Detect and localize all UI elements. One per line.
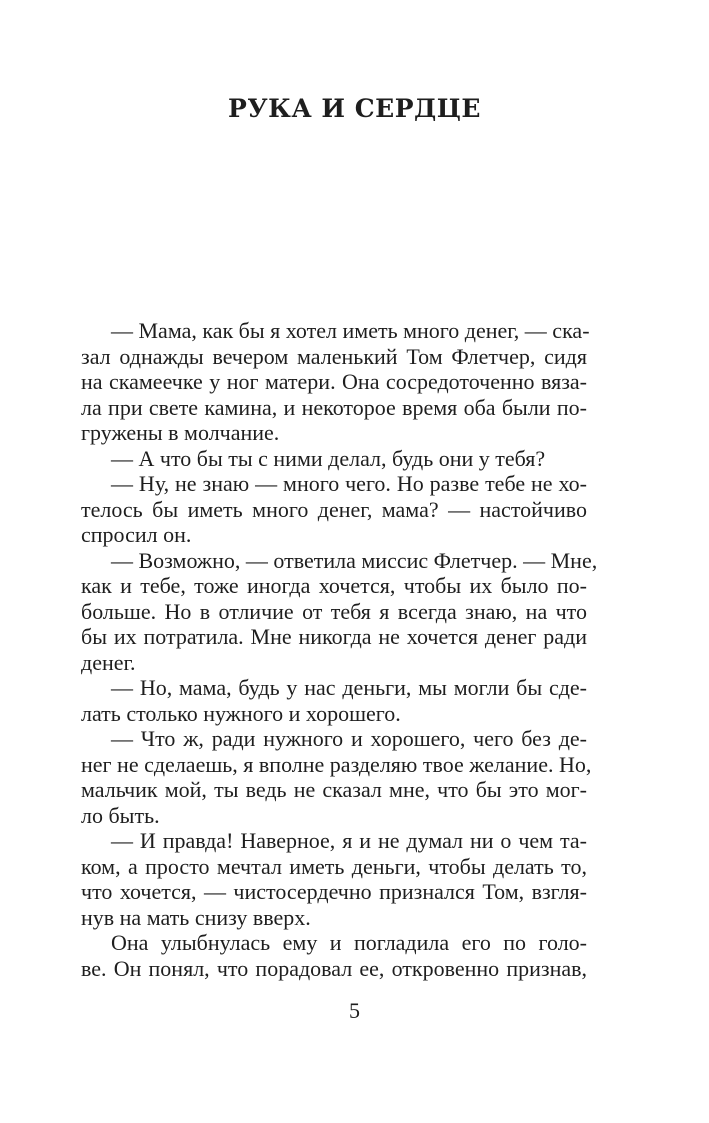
page-number: 5 <box>349 998 360 1023</box>
text-line: нег не сделаешь, я вполне разделяю твое желание. Но, <box>81 751 592 777</box>
body-text <box>81 318 598 981</box>
text-line: телось бы иметь много денег, мама? — настойчиво <box>81 496 587 522</box>
text-line: зал однажды вечером маленький Том Флетчер, сидя <box>81 343 587 369</box>
text-line: ло быть. <box>81 802 160 828</box>
text-line: нув на мать снизу вверх. <box>81 904 311 930</box>
text-line: — Мама, как бы я хотел иметь много денег, — ска- <box>111 318 590 343</box>
chapter-title: РУКА И СЕРДЦЕ <box>228 94 481 123</box>
text-line: — А что бы ты с ними делал, будь они у тебя? <box>111 445 546 471</box>
text-line: лать столько нужного и хорошего. <box>81 700 401 726</box>
text-line: — Возможно, — ответила миссис Флетчер. — Мне, <box>111 547 598 573</box>
text-line: на скамеечке у ног матери. Она сосредоточенно вяза- <box>81 369 587 394</box>
text-line: как и тебе, тоже иногда хочется, чтобы их было по- <box>81 573 587 598</box>
text-line: спросил он. <box>81 522 192 547</box>
text-line: что хочется, — чистосердечно признался Том, взгля- <box>81 879 587 904</box>
text-line: ком, а просто мечтал иметь деньги, чтобы делать то, <box>81 853 587 879</box>
text-line: бы их потратила. Мне никогда не хочется денег ради <box>81 624 587 649</box>
text-line: ве. Он понял, что порадовал ее, откровенно признав, <box>81 955 587 981</box>
text-line: Она улыбнулась ему и погладила его по голо- <box>111 930 587 955</box>
text-line: — Но, мама, будь у нас деньги, мы могли бы сде- <box>111 675 587 700</box>
text-line: — Что ж, ради нужного и хорошего, чего без де- <box>111 726 587 751</box>
text-line: — И правда! Наверное, я и не думал ни о чем та- <box>111 828 587 853</box>
text-line: гружены в молчание. <box>81 420 280 445</box>
text-line: ла при свете камина, и некоторое время оба были по- <box>81 394 587 420</box>
text-line: — Ну, не знаю — много чего. Но разве тебе не хо- <box>111 471 587 496</box>
text-line: мальчик мой, ты ведь не сказал мне, что бы это мог- <box>81 777 587 802</box>
text-line: больше. Но в отличие от тебя я всегда знаю, на что <box>81 598 587 624</box>
text-line: денег. <box>81 649 136 675</box>
